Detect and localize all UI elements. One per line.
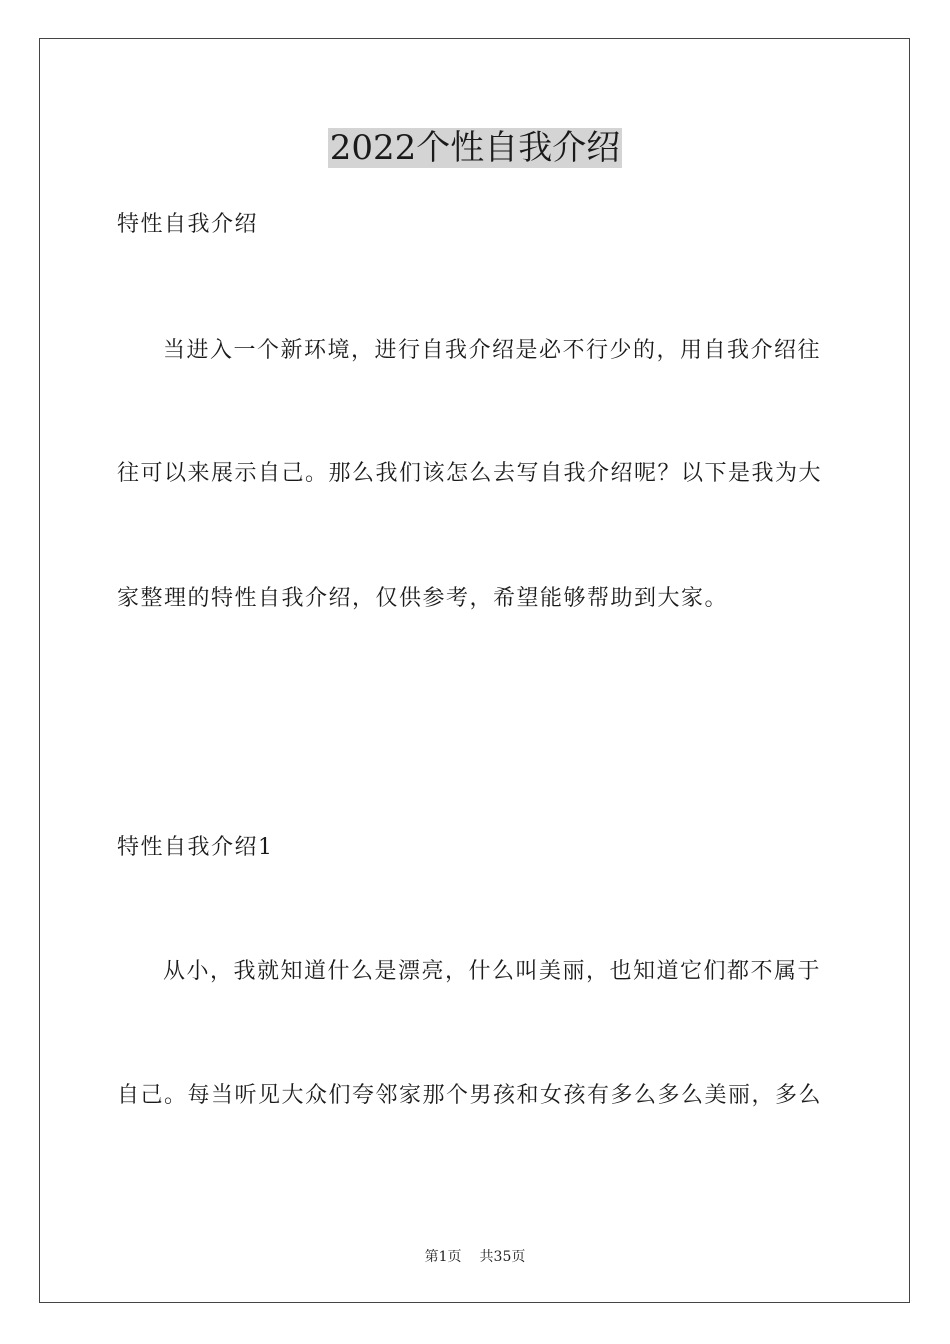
paragraph-line: 当进入一个新环境，进行自我介绍是必不行少的，用自我介绍往: [163, 338, 822, 363]
document-title: 2022个性自我介绍: [329, 128, 621, 168]
page-footer: [0, 1247, 950, 1267]
section-heading: 特性自我介绍: [117, 212, 259, 237]
page-total: 共35页: [479, 1249, 526, 1265]
paragraph-line: 自己。每当听见大众们夸邻家那个男孩和女孩有多么多么美丽，多么: [117, 1083, 823, 1108]
paragraph-line: 往可以来展示自己。那么我们该怎么去写自我介绍呢？以下是我为大: [117, 461, 823, 486]
section-heading: 特性自我介绍1: [117, 835, 274, 860]
page-number: 第1页: [424, 1249, 462, 1265]
paragraph-line: 从小，我就知道什么是漂亮，什么叫美丽，也知道它们都不属于: [163, 959, 822, 984]
paragraph-line: 家整理的特性自我介绍，仅供参考，希望能够帮助到大家。: [117, 586, 729, 611]
